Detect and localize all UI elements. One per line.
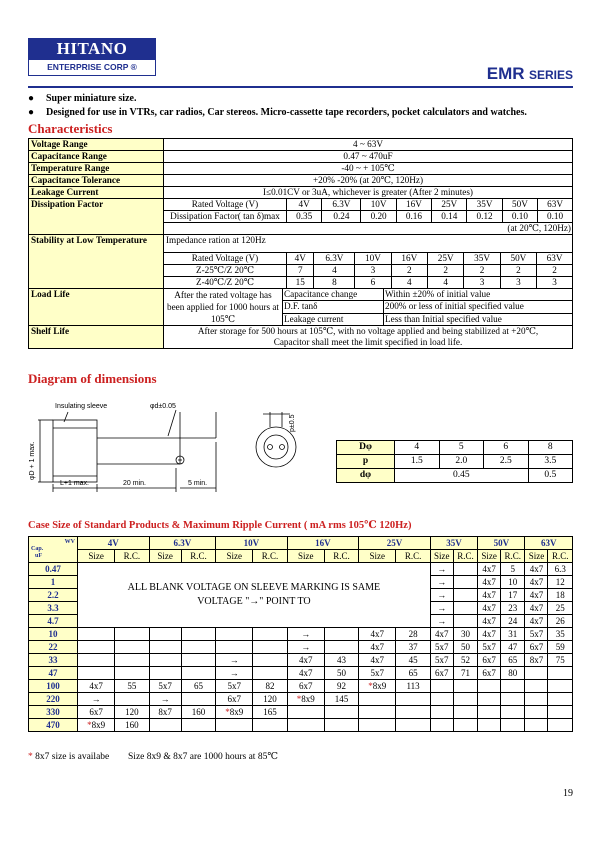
table-cell: 71: [453, 667, 477, 680]
table-cell: [216, 719, 253, 732]
table-cell: 4x7: [430, 628, 453, 641]
table-cell: [115, 654, 149, 667]
voltage-header: 25V: [359, 537, 431, 550]
table-cell: 5x7: [216, 680, 253, 693]
table-cell: [149, 654, 181, 667]
table-cell: [453, 706, 477, 719]
table-cell: 113: [396, 680, 430, 693]
table-cell: →: [216, 667, 253, 680]
table-cell: 65: [181, 680, 215, 693]
cap-cell: 470: [29, 719, 78, 732]
subheader: Size: [149, 550, 181, 563]
table-cell: 28: [396, 628, 430, 641]
table-cell: [548, 680, 573, 693]
table-cell: 4x7: [525, 576, 548, 589]
table-cell: 5x7: [478, 641, 501, 654]
cap-cell: 4.7: [29, 615, 78, 628]
table-cell: 4x7: [525, 615, 548, 628]
header-rule: [28, 86, 573, 88]
table-cell: 6x7: [287, 680, 324, 693]
table-cell: 80: [501, 667, 525, 680]
table-cell: [149, 667, 181, 680]
table-row: [29, 719, 573, 732]
table-cell: 31: [501, 628, 525, 641]
table-cell: [216, 628, 253, 641]
label-pitch: p±0.5: [289, 414, 296, 432]
table-cell: 4x7: [478, 615, 501, 628]
table-cell: 4x7: [478, 628, 501, 641]
table-row: [29, 563, 573, 576]
table-cell: 5: [501, 563, 525, 576]
table-cell: [478, 706, 501, 719]
table-cell: 30: [453, 628, 477, 641]
table-cell: 5x7: [359, 667, 396, 680]
table-cell: 45: [396, 654, 430, 667]
table-cell: 4x7: [359, 654, 396, 667]
table-row: [29, 654, 573, 667]
voltage-header: 10V: [216, 537, 288, 550]
table-cell: [453, 680, 477, 693]
table-cell: 24: [501, 615, 525, 628]
cap-cell: 330: [29, 706, 78, 719]
table-cell: [501, 706, 525, 719]
table-cell: 50: [324, 667, 358, 680]
cap-cell: 22: [29, 641, 78, 654]
table-cell: [453, 615, 477, 628]
voltage-header: 16V: [287, 537, 359, 550]
table-cell: 5x7: [149, 680, 181, 693]
table-cell: [253, 667, 287, 680]
voltage-header: 50V: [478, 537, 525, 550]
characteristics-table: Voltage Range 4 ~ 63V Capacitance Range 0.47 ~ 470uF Temperature Range -40 ~ + 105℃ Capacitance Tolerance +20% -20% (at 20℃, 120Hz) Leakage Current I≤0.01CV or 3uA, whichever is greater (After 2 minutes) Dissipation Factor Rated Voltage (V) 4V 6.3V 10V 16V 25V 35V 50V 63V Dissipation Factor( tan δ)max 0.35 0.24 0.20 0.16 0.14 0.12 0.10 0.10 (at 20℃, 120Hz) Stability at Low Temperature Impedance ration at 120Hz Rated Voltage (V) 4V 6.3V 10V 16V 25V 35V 50V 63V Z-25℃/Z 20℃ 7 4 3 2 2 2 2 2 Z-40℃/Z 20℃ 15 8 6 4 4 3 3 3 Load Life After the rated voltage has been applied for 1000 hours at 105℃ Capacitance change Within ±20% of initial value D.F. tanδ 200% or less of initial specified value Leakage current Less than Initial specified value Shelf Life After storage for 500 hours at 105℃, with no voltage applied and being stabilized at +20℃, Capacitor shall meet the limit specified in load life.: [28, 138, 573, 349]
table-cell: [149, 641, 181, 654]
table-cell: [501, 719, 525, 732]
table-cell: 52: [453, 654, 477, 667]
table-row: [29, 641, 573, 654]
table-cell: 4x7: [478, 563, 501, 576]
subheader: R.C.: [453, 550, 477, 563]
table-cell: [287, 719, 324, 732]
table-row: [29, 693, 573, 706]
table-cell: [453, 693, 477, 706]
label-lead-dia: φd±0.05: [150, 403, 176, 410]
table-cell: →: [430, 563, 453, 576]
table-cell: 82: [253, 680, 287, 693]
table-cell: [548, 706, 573, 719]
marking-note: ALL BLANK VOLTAGE ON SLEEVE MARKING IS SAME VOLTAGE "→" POINT TO: [78, 563, 431, 628]
table-cell: →: [430, 602, 453, 615]
table-cell: 6x7: [78, 706, 115, 719]
table-cell: 4x7: [525, 563, 548, 576]
table-cell: [525, 706, 548, 719]
table-cell: [324, 719, 358, 732]
table-cell: *8x9: [78, 719, 115, 732]
table-cell: 6.3: [548, 563, 573, 576]
page-number: 19: [563, 788, 573, 799]
series-title: [487, 64, 573, 84]
table-cell: [478, 719, 501, 732]
table-cell: [149, 719, 181, 732]
table-cell: 4x7: [287, 654, 324, 667]
table-cell: [181, 667, 215, 680]
table-cell: [181, 641, 215, 654]
table-cell: [253, 719, 287, 732]
table-cell: 4x7: [478, 602, 501, 615]
cap-cell: 33: [29, 654, 78, 667]
table-cell: 4x7: [478, 589, 501, 602]
table-cell: →: [287, 641, 324, 654]
table-cell: *8x9: [287, 693, 324, 706]
dimension-drawing: [28, 392, 328, 500]
table-cell: 47: [501, 641, 525, 654]
table-cell: 55: [115, 680, 149, 693]
table-cell: [115, 641, 149, 654]
table-row: [29, 680, 573, 693]
table-cell: 65: [396, 667, 430, 680]
subheader: R.C.: [396, 550, 430, 563]
table-row: [29, 628, 573, 641]
table-cell: →: [149, 693, 181, 706]
table-cell: 145: [324, 693, 358, 706]
table-cell: [115, 667, 149, 680]
table-cell: [453, 576, 477, 589]
table-row: [29, 706, 573, 719]
hitano-logo: [28, 38, 156, 78]
table-cell: 59: [548, 641, 573, 654]
subheader: R.C.: [115, 550, 149, 563]
subheader: Size: [216, 550, 253, 563]
table-cell: [216, 641, 253, 654]
table-cell: [253, 654, 287, 667]
subheader: Size: [525, 550, 548, 563]
table-cell: 4x7: [359, 628, 396, 641]
table-row: [29, 667, 573, 680]
table-cell: 4x7: [359, 641, 396, 654]
table-cell: →: [430, 589, 453, 602]
table-cell: 6x7: [430, 667, 453, 680]
series-name: EMR: [486, 64, 525, 83]
cap-cell: 2.2: [29, 589, 78, 602]
table-cell: [548, 667, 573, 680]
table-cell: *8x9: [359, 680, 396, 693]
table-cell: [324, 628, 358, 641]
table-cell: [181, 628, 215, 641]
table-cell: [396, 706, 430, 719]
subheader: Size: [359, 550, 396, 563]
table-cell: [453, 589, 477, 602]
table-cell: [453, 602, 477, 615]
table-cell: [453, 563, 477, 576]
table-cell: [478, 680, 501, 693]
table-cell: [359, 693, 396, 706]
table-cell: →: [216, 654, 253, 667]
subheader: Size: [430, 550, 453, 563]
table-cell: [430, 693, 453, 706]
table-cell: 4x7: [78, 680, 115, 693]
table-cell: 8x7: [525, 654, 548, 667]
table-cell: 92: [324, 680, 358, 693]
logo-wordmark: HITANO: [28, 38, 156, 60]
feature-list: [28, 92, 527, 120]
table-cell: *8x9: [216, 706, 253, 719]
table-cell: [78, 641, 115, 654]
table-cell: [181, 693, 215, 706]
table-cell: [548, 693, 573, 706]
table-cell: 75: [548, 654, 573, 667]
subheader: Size: [78, 550, 115, 563]
cap-cell: 220: [29, 693, 78, 706]
table-cell: [525, 693, 548, 706]
table-cell: 12: [548, 576, 573, 589]
table-cell: 6x7: [525, 641, 548, 654]
table-cell: [430, 719, 453, 732]
table-cell: [396, 719, 430, 732]
table-cell: 4x7: [525, 589, 548, 602]
table-cell: [430, 706, 453, 719]
table-cell: [324, 706, 358, 719]
end-view: [256, 427, 296, 467]
table-cell: 23: [501, 602, 525, 615]
table-cell: [501, 680, 525, 693]
table-cell: 160: [181, 706, 215, 719]
subheader: R.C.: [324, 550, 358, 563]
table-cell: [430, 680, 453, 693]
corner-cell: WV Cap. uF: [29, 537, 78, 563]
cap-cell: 1: [29, 576, 78, 589]
table-cell: 5x7: [430, 641, 453, 654]
cap-cell: 100: [29, 680, 78, 693]
footnote: * 8x7 size is availabe Size 8x9 & 8x7 are 1000 hours at 85℃: [28, 752, 278, 762]
table-cell: [453, 719, 477, 732]
table-cell: [501, 693, 525, 706]
table-cell: 50: [453, 641, 477, 654]
label-length: L+1 max.: [60, 480, 89, 487]
voltage-header: 63V: [525, 537, 573, 550]
table-cell: 10: [501, 576, 525, 589]
table-cell: 120: [253, 693, 287, 706]
subheader: Size: [478, 550, 501, 563]
label-lead-length: 20 min.: [123, 480, 146, 487]
voltage-header: 6.3V: [149, 537, 216, 550]
table-cell: [115, 628, 149, 641]
table-cell: 6x7: [216, 693, 253, 706]
table-cell: →: [430, 615, 453, 628]
table-cell: [359, 706, 396, 719]
logo-subtitle: ENTERPRISE CORP ®: [28, 60, 156, 76]
table-cell: 8x7: [149, 706, 181, 719]
table-cell: 5x7: [430, 654, 453, 667]
table-cell: [478, 693, 501, 706]
subheader: R.C.: [501, 550, 525, 563]
table-cell: [324, 641, 358, 654]
load-life-table: After the rated voltage has been applied for 1000 hours at 105℃ Capacitance change Within ±20% of initial value D.F. tanδ 200% or less of initial specified value Leakage current Less than Initial specified value: [164, 289, 572, 325]
table-cell: [78, 654, 115, 667]
table-cell: [287, 706, 324, 719]
table-cell: 65: [501, 654, 525, 667]
table-cell: 5x7: [525, 628, 548, 641]
table-cell: 4x7: [287, 667, 324, 680]
table-cell: 17: [501, 589, 525, 602]
voltage-header: 4V: [78, 537, 150, 550]
table-cell: 37: [396, 641, 430, 654]
table-cell: 4x7: [478, 576, 501, 589]
table-cell: 165: [253, 706, 287, 719]
case-table-title: Case Size of Standard Products & Maximum Ripple Current ( mA rms 105℃ 120Hz): [28, 520, 412, 531]
table-cell: [181, 654, 215, 667]
table-cell: [359, 719, 396, 732]
subheader: R.C.: [253, 550, 287, 563]
case-size-table: [28, 536, 573, 732]
table-cell: 6x7: [478, 654, 501, 667]
cap-cell: 3.3: [29, 602, 78, 615]
table-cell: 35: [548, 628, 573, 641]
table-cell: →: [78, 693, 115, 706]
label-short-lead: 5 min.: [188, 480, 208, 487]
table-cell: →: [430, 576, 453, 589]
feature-item: ● Super miniature size.: [28, 93, 137, 104]
table-cell: [253, 641, 287, 654]
cap-cell: 10: [29, 628, 78, 641]
table-cell: [149, 628, 181, 641]
table-cell: 25: [548, 602, 573, 615]
characteristics-heading: Characteristics: [28, 121, 113, 136]
table-cell: [181, 719, 215, 732]
table-cell: [548, 719, 573, 732]
dimension-table: Dφ 4 5 6 8 p 1.5 2.0 2.5 3.5 dφ 0.45 0.5: [336, 440, 573, 483]
series-suffix: SERIES: [528, 68, 573, 82]
stability-table: Rated Voltage (V) 4V 6.3V 10V 16V 25V 35V 50V 63V Z-25℃/Z 20℃ 7 4 3 2 2 2 2 2 Z-40℃/Z 20℃ 15 8 6 4 4 3 3 3: [164, 252, 572, 288]
dissipation-table: Rated Voltage (V) 4V 6.3V 10V 16V 25V 35V 50V 63V Dissipation Factor( tan δ)max 0.35 0.24 0.20 0.16 0.14 0.12 0.10 0.10 (at 20℃, 120Hz): [164, 199, 572, 234]
table-cell: 6x7: [478, 667, 501, 680]
table-cell: →: [287, 628, 324, 641]
table-cell: 43: [324, 654, 358, 667]
table-cell: 26: [548, 615, 573, 628]
table-cell: [396, 693, 430, 706]
table-cell: [525, 719, 548, 732]
subheader: R.C.: [181, 550, 215, 563]
table-cell: [525, 667, 548, 680]
table-cell: 18: [548, 589, 573, 602]
voltage-header: 35V: [430, 537, 477, 550]
dimensions-heading: Diagram of dimensions: [28, 371, 157, 386]
table-cell: [78, 667, 115, 680]
cap-cell: 47: [29, 667, 78, 680]
table-cell: [78, 628, 115, 641]
cap-cell: 0.47: [29, 563, 78, 576]
table-cell: [253, 628, 287, 641]
table-cell: 4x7: [525, 602, 548, 615]
table-cell: 160: [115, 719, 149, 732]
label-body-dia: φD + 1 max.: [29, 441, 36, 480]
feature-item: ● Designed for use in VTRs, car radios, Car stereos. Micro-cassette tape recorders, pocket calculators and watches.: [28, 107, 527, 118]
table-cell: [525, 680, 548, 693]
table-cell: 120: [115, 706, 149, 719]
capacitor-body: [53, 420, 97, 482]
subheader: R.C.: [548, 550, 573, 563]
label-sleeve: Insulating sleeve: [55, 403, 108, 410]
subheader: Size: [287, 550, 324, 563]
table-cell: [115, 693, 149, 706]
